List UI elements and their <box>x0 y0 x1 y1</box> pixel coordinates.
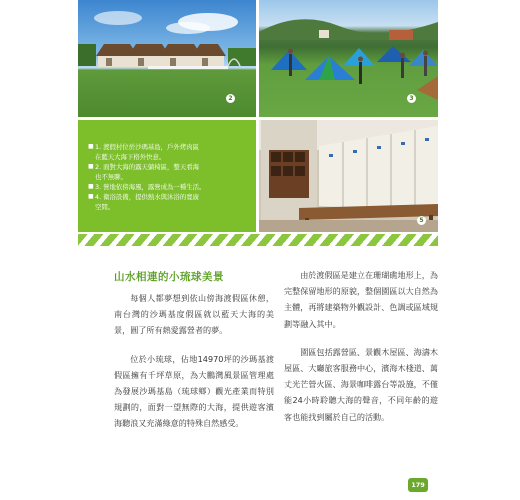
page-number: 179 <box>408 478 428 492</box>
magazine-page <box>78 0 438 500</box>
caption-item: ■ 1. 渡假村位於沙瑪基島，戶外烤肉區 <box>88 143 199 151</box>
photo-caption-box <box>78 120 256 232</box>
lockers-image <box>259 120 438 232</box>
left-text-column <box>114 290 274 444</box>
caption-item: 空間。 <box>95 203 115 211</box>
photo-shower-lockers <box>259 120 438 232</box>
paragraph: 由於渡假區是建立在珊瑚礁地形上，為完整保留地形的原貌，整個園區以大自然為主體，再將建築物外觀設計、色調或區域規劃等融入其中。 <box>284 270 438 329</box>
paragraph: 園區包括露營區、景觀木屋區、海濤木屋區、大廳旅客服務中心，濱海木棧道、萬丈光芒營火區、海景咖啡露台等設施，不僅能24小時聆聽大海的聲音，不同年齡的遊客也能找到屬於自己的活動。 <box>284 346 438 422</box>
photo-badge: 5 <box>417 216 426 225</box>
photo-camping-tents <box>259 0 438 117</box>
caption-item: 也不無聊。 <box>95 173 127 181</box>
photo-beach-building <box>78 0 256 117</box>
caption-item: ■ 3. 營地依傍海風，露營成為一種生活。 <box>88 183 206 191</box>
photo-badge: 2 <box>226 94 235 103</box>
right-text-column <box>284 267 438 437</box>
caption-item: 在藍天大海下格外快意。 <box>95 153 166 161</box>
caption-item: ■ 2. 面對大海的露天躺椅區，整天看海 <box>88 163 199 171</box>
caption-list <box>88 142 250 212</box>
caption-item: ■ 4. 衛浴設備，提供熱水與沐浴的寬廣 <box>88 193 199 201</box>
photo-badge: 3 <box>407 94 416 103</box>
decorative-stripe-divider <box>78 234 438 246</box>
paragraph: 位於小琉球，佔地14970坪的沙瑪基渡假區擁有千坪草原，為大鵬灣風景區管理處為發展沙瑪基島（琉球鄉）觀光產業而特別規劃的，面對一望無際的大海，提供遊客濱海聽浪又充滿綠意的特殊自然感受。 <box>114 353 274 429</box>
paragraph: 每個人都夢想到依山傍海渡假區休憩，南台灣的沙瑪基度假區就以藍天大海的美景，圓了所有熱愛露營者的夢。 <box>114 293 274 336</box>
section-title: 山水相連的小琉球美景 <box>114 271 224 283</box>
